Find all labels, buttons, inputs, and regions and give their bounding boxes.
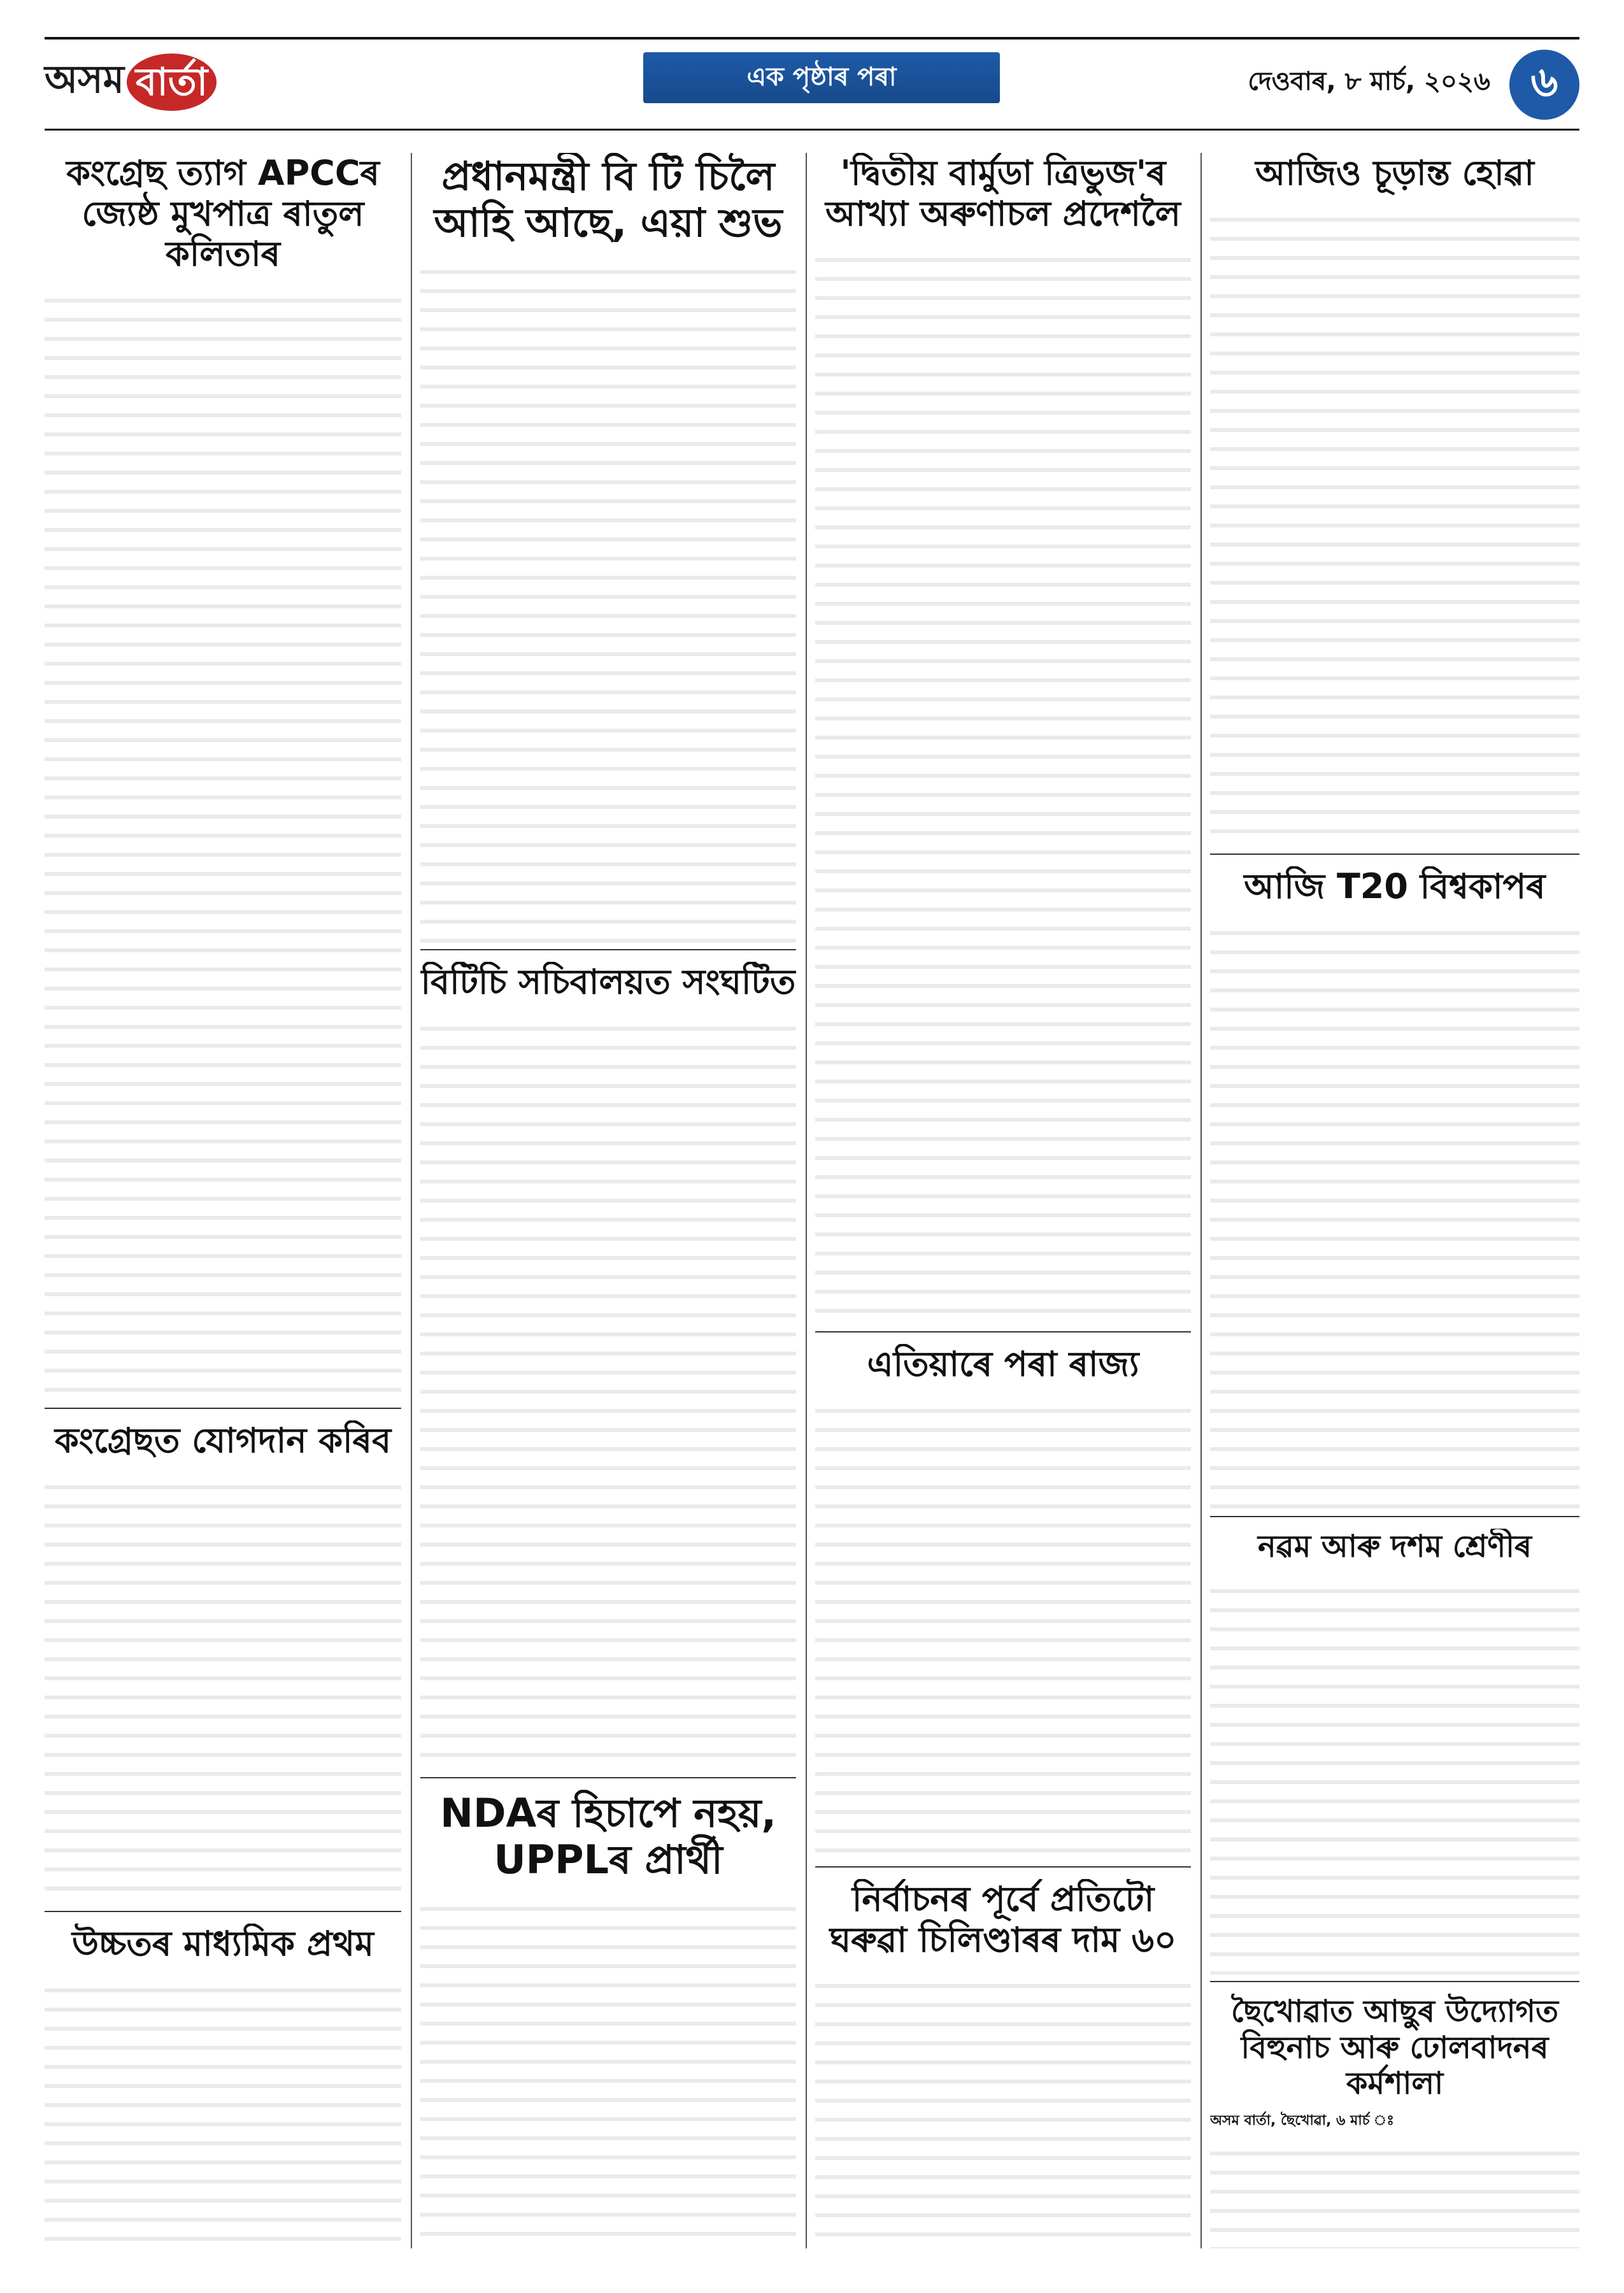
article-headline: আজিও চূড়ান্ত হোৱা: [1255, 153, 1534, 193]
article-body: [1210, 2136, 1579, 2248]
column-divider: [411, 153, 412, 2248]
column-4: [1210, 146, 1579, 2248]
article-separator: [45, 1408, 401, 1409]
article-separator: [1210, 1516, 1579, 1517]
article-bermuda: [815, 153, 1191, 1325]
article-separator: [420, 949, 796, 950]
column-3: [815, 146, 1191, 2248]
article-separator: [1210, 854, 1579, 855]
article-headline: NDAৰ হিচাপে নহয়, UPPLৰ প্ৰাৰ্থী: [440, 1790, 776, 1883]
column-1: [45, 146, 401, 2248]
article-body: [420, 1011, 796, 1771]
masthead-bottom-rule: [45, 129, 1579, 131]
article-body: [1210, 1574, 1579, 1975]
article-hs: [45, 1924, 401, 2248]
article-class: [1210, 1529, 1579, 1975]
section-banner: এক পৃষ্ঠাৰ পৰা: [643, 52, 1000, 103]
article-body: [420, 255, 796, 943]
article-body: [45, 1973, 401, 2248]
article-headline: প্ৰধানমন্ত্ৰী বি টি চিলৈ আহি আছে, এয়া শুভ: [434, 153, 783, 246]
article-lead: [1210, 2111, 1579, 2131]
page-number: ৬: [1509, 50, 1579, 120]
article-headline: ছৈখোৱাত আছুৰ উদ্যোগত বিহুনাচ আৰু ঢোলবাদনৰ কৰ্মশালা: [1231, 1994, 1558, 2102]
article-state: [815, 1344, 1191, 1860]
article-body: [815, 1394, 1191, 1860]
article-headline: এতিয়াৰে পৰা ৰাজ্য: [867, 1344, 1139, 1384]
article-body: [1210, 916, 1579, 1510]
article-workshop: [1210, 1994, 1579, 2248]
article-body: [45, 1470, 401, 1904]
article-lpg: [815, 1879, 1191, 2248]
column-divider: [806, 153, 807, 2248]
article-apcc: [45, 153, 401, 1401]
article-separator: [45, 1911, 401, 1912]
article-pm: [420, 153, 796, 943]
article-body: [815, 1969, 1191, 2248]
article-btc: [420, 962, 796, 1771]
article-dateline: অসম বাৰ্তা, ছৈখোৱা, ৬ মাৰ্চ ঃ: [1210, 2112, 1395, 2129]
article-join: [45, 1420, 401, 1904]
article-separator: [815, 1866, 1191, 1868]
article-body: [45, 283, 401, 1401]
logo-part-1: অসম: [45, 57, 124, 102]
article-headline: নৱম আৰু দশম শ্ৰেণীৰ: [1257, 1529, 1532, 1564]
article-headline: নিৰ্বাচনৰ পূৰ্বে প্ৰতিটো ঘৰুৱা চিলিণ্ডাৰৰ দাম ৬০: [829, 1879, 1177, 1960]
article-headline: 'দ্বিতীয় বাৰ্মুডা ত্ৰিভুজ'ৰ আখ্যা অৰুণাচল প্ৰদেশলৈ: [825, 153, 1181, 234]
newspaper-logo: [45, 47, 217, 117]
article-headline: কংগ্ৰেছ ত্যাগ APCCৰ জ্যেষ্ঠ মুখপাত্ৰ ৰাতুল কলিতাৰ: [66, 153, 380, 275]
logo-part-2: বাৰ্তা: [127, 54, 217, 111]
article-headline: কংগ্ৰেছত যোগদান কৰিব: [54, 1420, 392, 1461]
article-separator: [420, 1777, 796, 1778]
column-divider: [1200, 153, 1202, 2248]
article-nda: [420, 1790, 796, 2248]
article-body: [420, 1892, 796, 2248]
article-separator: [1210, 1981, 1579, 1982]
article-headline: বিটিচি সচিবালয়ত সংঘটিত: [420, 962, 796, 1002]
article-body: [815, 243, 1191, 1325]
article-body: [1210, 203, 1579, 847]
article-final: [1210, 153, 1579, 847]
article-headline: আজি T20 বিশ্বকাপৰ: [1244, 866, 1546, 906]
masthead-top-rule: [45, 37, 1579, 39]
masthead: [0, 0, 1624, 146]
article-separator: [815, 1331, 1191, 1332]
article-headline: উচ্চতৰ মাধ্যমিক প্ৰথম: [72, 1924, 374, 1964]
article-t20: [1210, 866, 1579, 1510]
column-2: [420, 146, 796, 2248]
dateline: দেওবাৰ, ৮ মাৰ্চ, ২০২৬: [1248, 67, 1490, 96]
